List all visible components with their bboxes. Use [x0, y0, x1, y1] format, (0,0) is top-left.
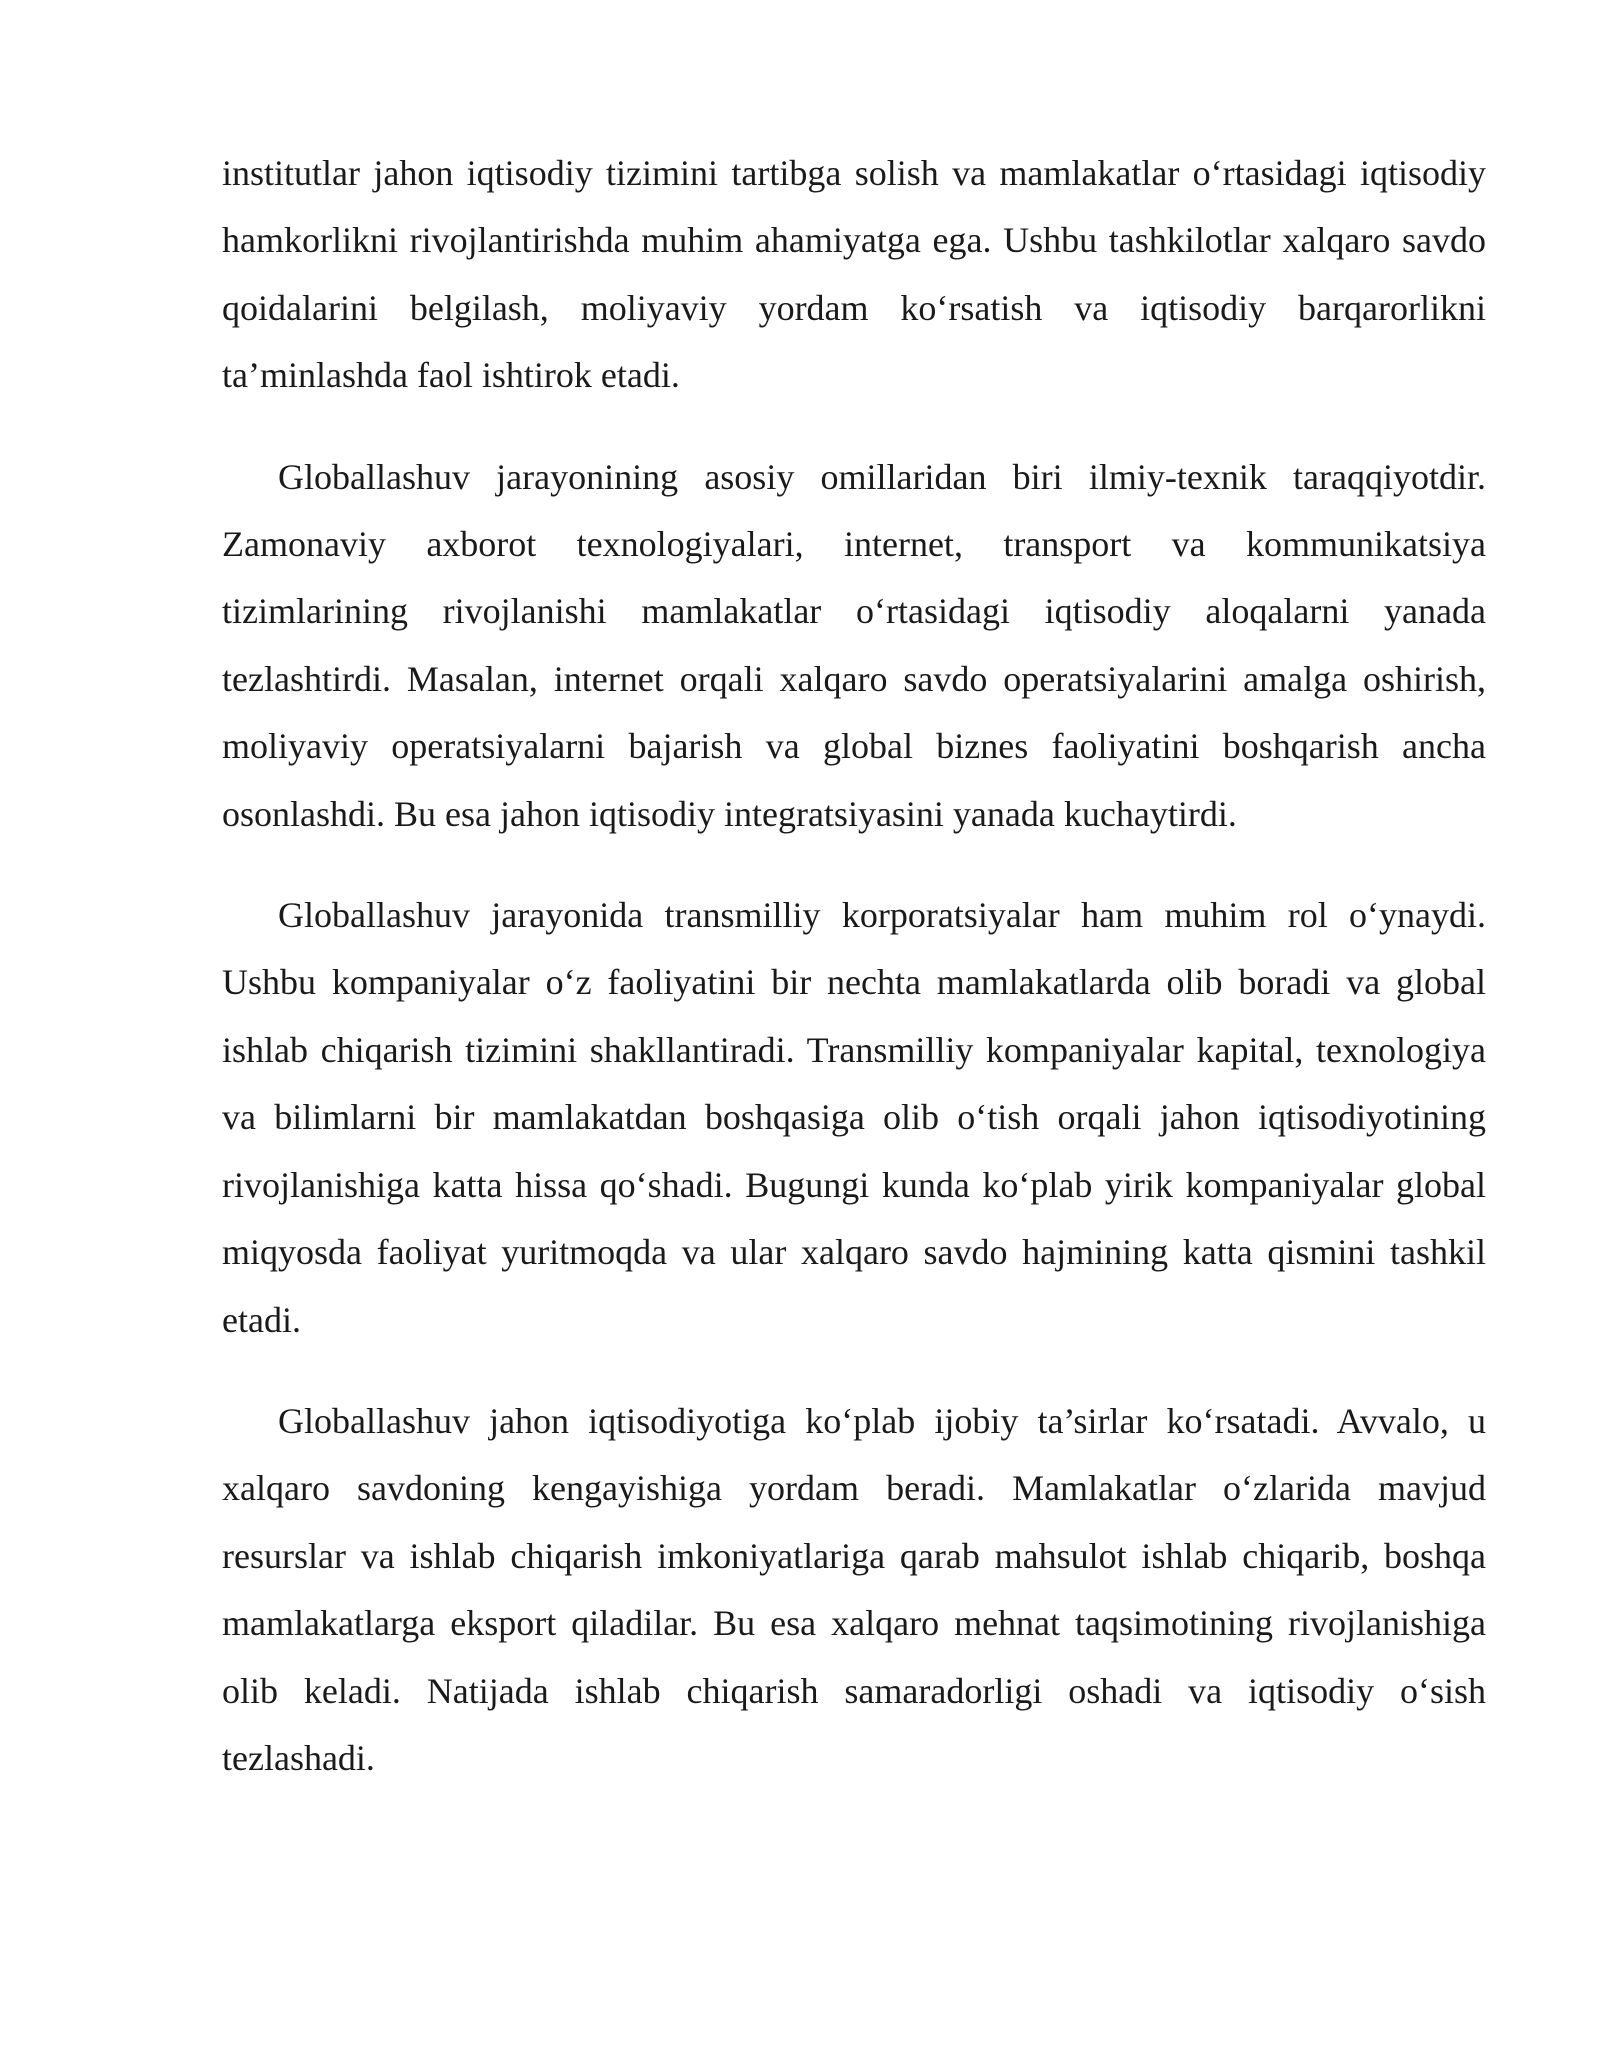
document-body: [222, 140, 1486, 1826]
paragraph-positive-effects: Globallashuv jahon iqtisodiyotiga ko‘plab ijobiy ta’sirlar ko‘rsatadi. Avvalo, u xalqaro savdoning kengayishiga yordam beradi. Mamlakatlar o‘zlarida mavjud resurslar va ishlab chiqarish imkoniyatlariga qarab mahsulot ishlab chiqarib, boshqa mamlakatlarga eksport qiladilar. Bu esa xalqaro mehnat taqsimotining rivojlanishiga olib keladi. Natijada ishlab chiqarish samaradorligi oshadi va iqtisodiy o‘sish tezlashadi.: [222, 1400, 1486, 1778]
paragraph-scientific-progress: Globallashuv jarayonining asosiy omillaridan biri ilmiy-texnik taraqqiyotdir. Zamonaviy axborot texnologiyalari, internet, transport va kommunikatsiya tizimlarining rivojlanishi mamlakatlar o‘rtasidagi iqtisodiy aloqalarni yanada tezlashtirdi. Masalan, internet orqali xalqaro savdo operatsiyalarini amalga oshirish, moliyaviy operatsiyalarni bajarish va global biznes faoliyatini boshqarish ancha osonlashdi. Bu esa jahon iqtisodiy integratsiyasini yanada kuchaytirdi.: [222, 456, 1486, 834]
paragraph-continuation: institutlar jahon iqtisodiy tizimini tartibga solish va mamlakatlar o‘rtasidagi iqtisodiy hamkorlikni rivojlantirishda muhim ahamiyatga ega. Ushbu tashkilotlar xalqaro savdo qoidalarini belgilash, moliyaviy yordam ko‘rsatish va iqtisodiy barqarorlikni ta’minlashda faol ishtirok etadi.: [222, 153, 1486, 396]
paragraph-transnational-corporations: Globallashuv jarayonida transmilliy korporatsiyalar ham muhim rol o‘ynaydi. Ushbu kompaniyalar o‘z faoliyatini bir nechta mamlakatlarda olib boradi va global ishlab chiqarish tizimini shakllantiradi. Transmilliy kompaniyalar kapital, texnologiya va bilimlarni bir mamlakatdan boshqasiga olib o‘tish orqali jahon iqtisodiyotining rivojlanishiga katta hissa qo‘shadi. Bugungi kunda ko‘plab yirik kompaniyalar global miqyosda faoliyat yuritmoqda va ular xalqaro savdo hajmining katta qismini tashkil etadi.: [222, 895, 1486, 1340]
